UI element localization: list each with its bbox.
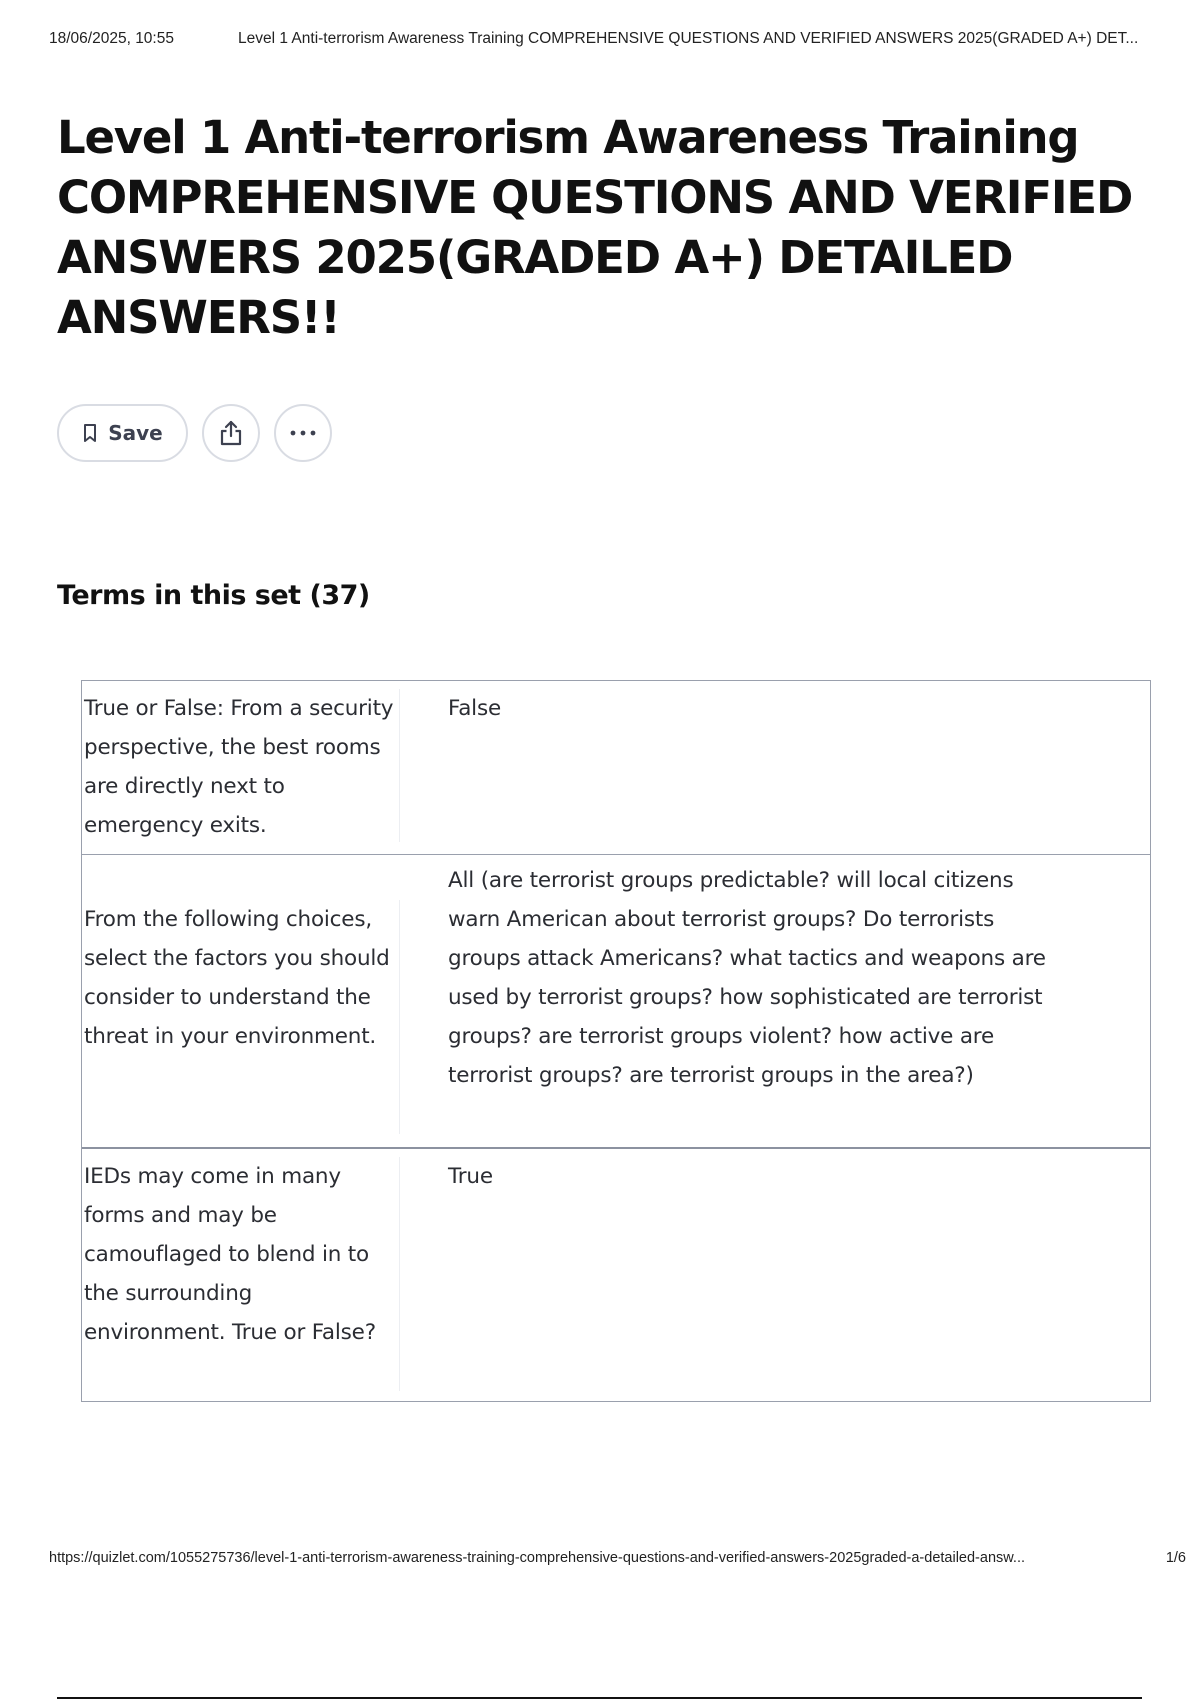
definition-text: All (are terrorist groups predictable? will local citizens warn American about terrorist groups? Do terrorists groups attack Americans? what tactics and weapons are used by terrorist groups? how sophisticated are terrorist groups? are terrorist groups violent? how active are terrorist groups? are terrorist groups in the area?) — [448, 868, 1046, 1088]
divider — [57, 1697, 1142, 1699]
term-row — [82, 854, 1150, 1147]
term-row — [82, 681, 1150, 854]
print-datetime: 18/06/2025, 10:55 — [49, 30, 174, 47]
term-text: IEDs may come in many forms and may be camouflaged to blend in to the surrounding environment. True or False? — [82, 1157, 400, 1391]
more-icon — [289, 429, 317, 437]
terms-heading: Terms in this set (37) — [57, 580, 370, 611]
page-url: https://quizlet.com/1055275736/level-1-anti-terrorism-awareness-training-comprehensive-questions-and-verified-answers-2025graded-a-detailed-answ... — [49, 1550, 1026, 1566]
save-button-label: Save — [108, 421, 163, 445]
term-text: From the following choices, select the factors you should consider to understand the threat in your environment. — [82, 900, 400, 1134]
more-options-button[interactable] — [274, 404, 332, 462]
share-icon — [218, 419, 244, 447]
action-bar — [57, 403, 332, 463]
page-number: 1/6 — [1165, 1550, 1186, 1566]
print-doc-title: Level 1 Anti-terrorism Awareness Training COMPREHENSIVE QUESTIONS AND VERIFIED ANSWERS 2025(GRADED A+) DET... — [238, 30, 1139, 47]
definition-text: True — [448, 1164, 493, 1189]
term-text: True or False: From a security perspective, the best rooms are directly next to emergency exits. — [82, 689, 400, 842]
definition-text: False — [448, 696, 501, 721]
bookmark-icon — [82, 423, 98, 443]
save-button[interactable] — [57, 404, 188, 462]
term-row — [82, 1147, 1150, 1401]
share-button[interactable] — [202, 404, 260, 462]
terms-table — [81, 680, 1151, 1402]
page-title: Level 1 Anti-terrorism Awareness Training COMPREHENSIVE QUESTIONS AND VERIFIED ANSWERS 2025(GRADED A+) DETAILED ANSWERS!! — [57, 111, 1133, 344]
